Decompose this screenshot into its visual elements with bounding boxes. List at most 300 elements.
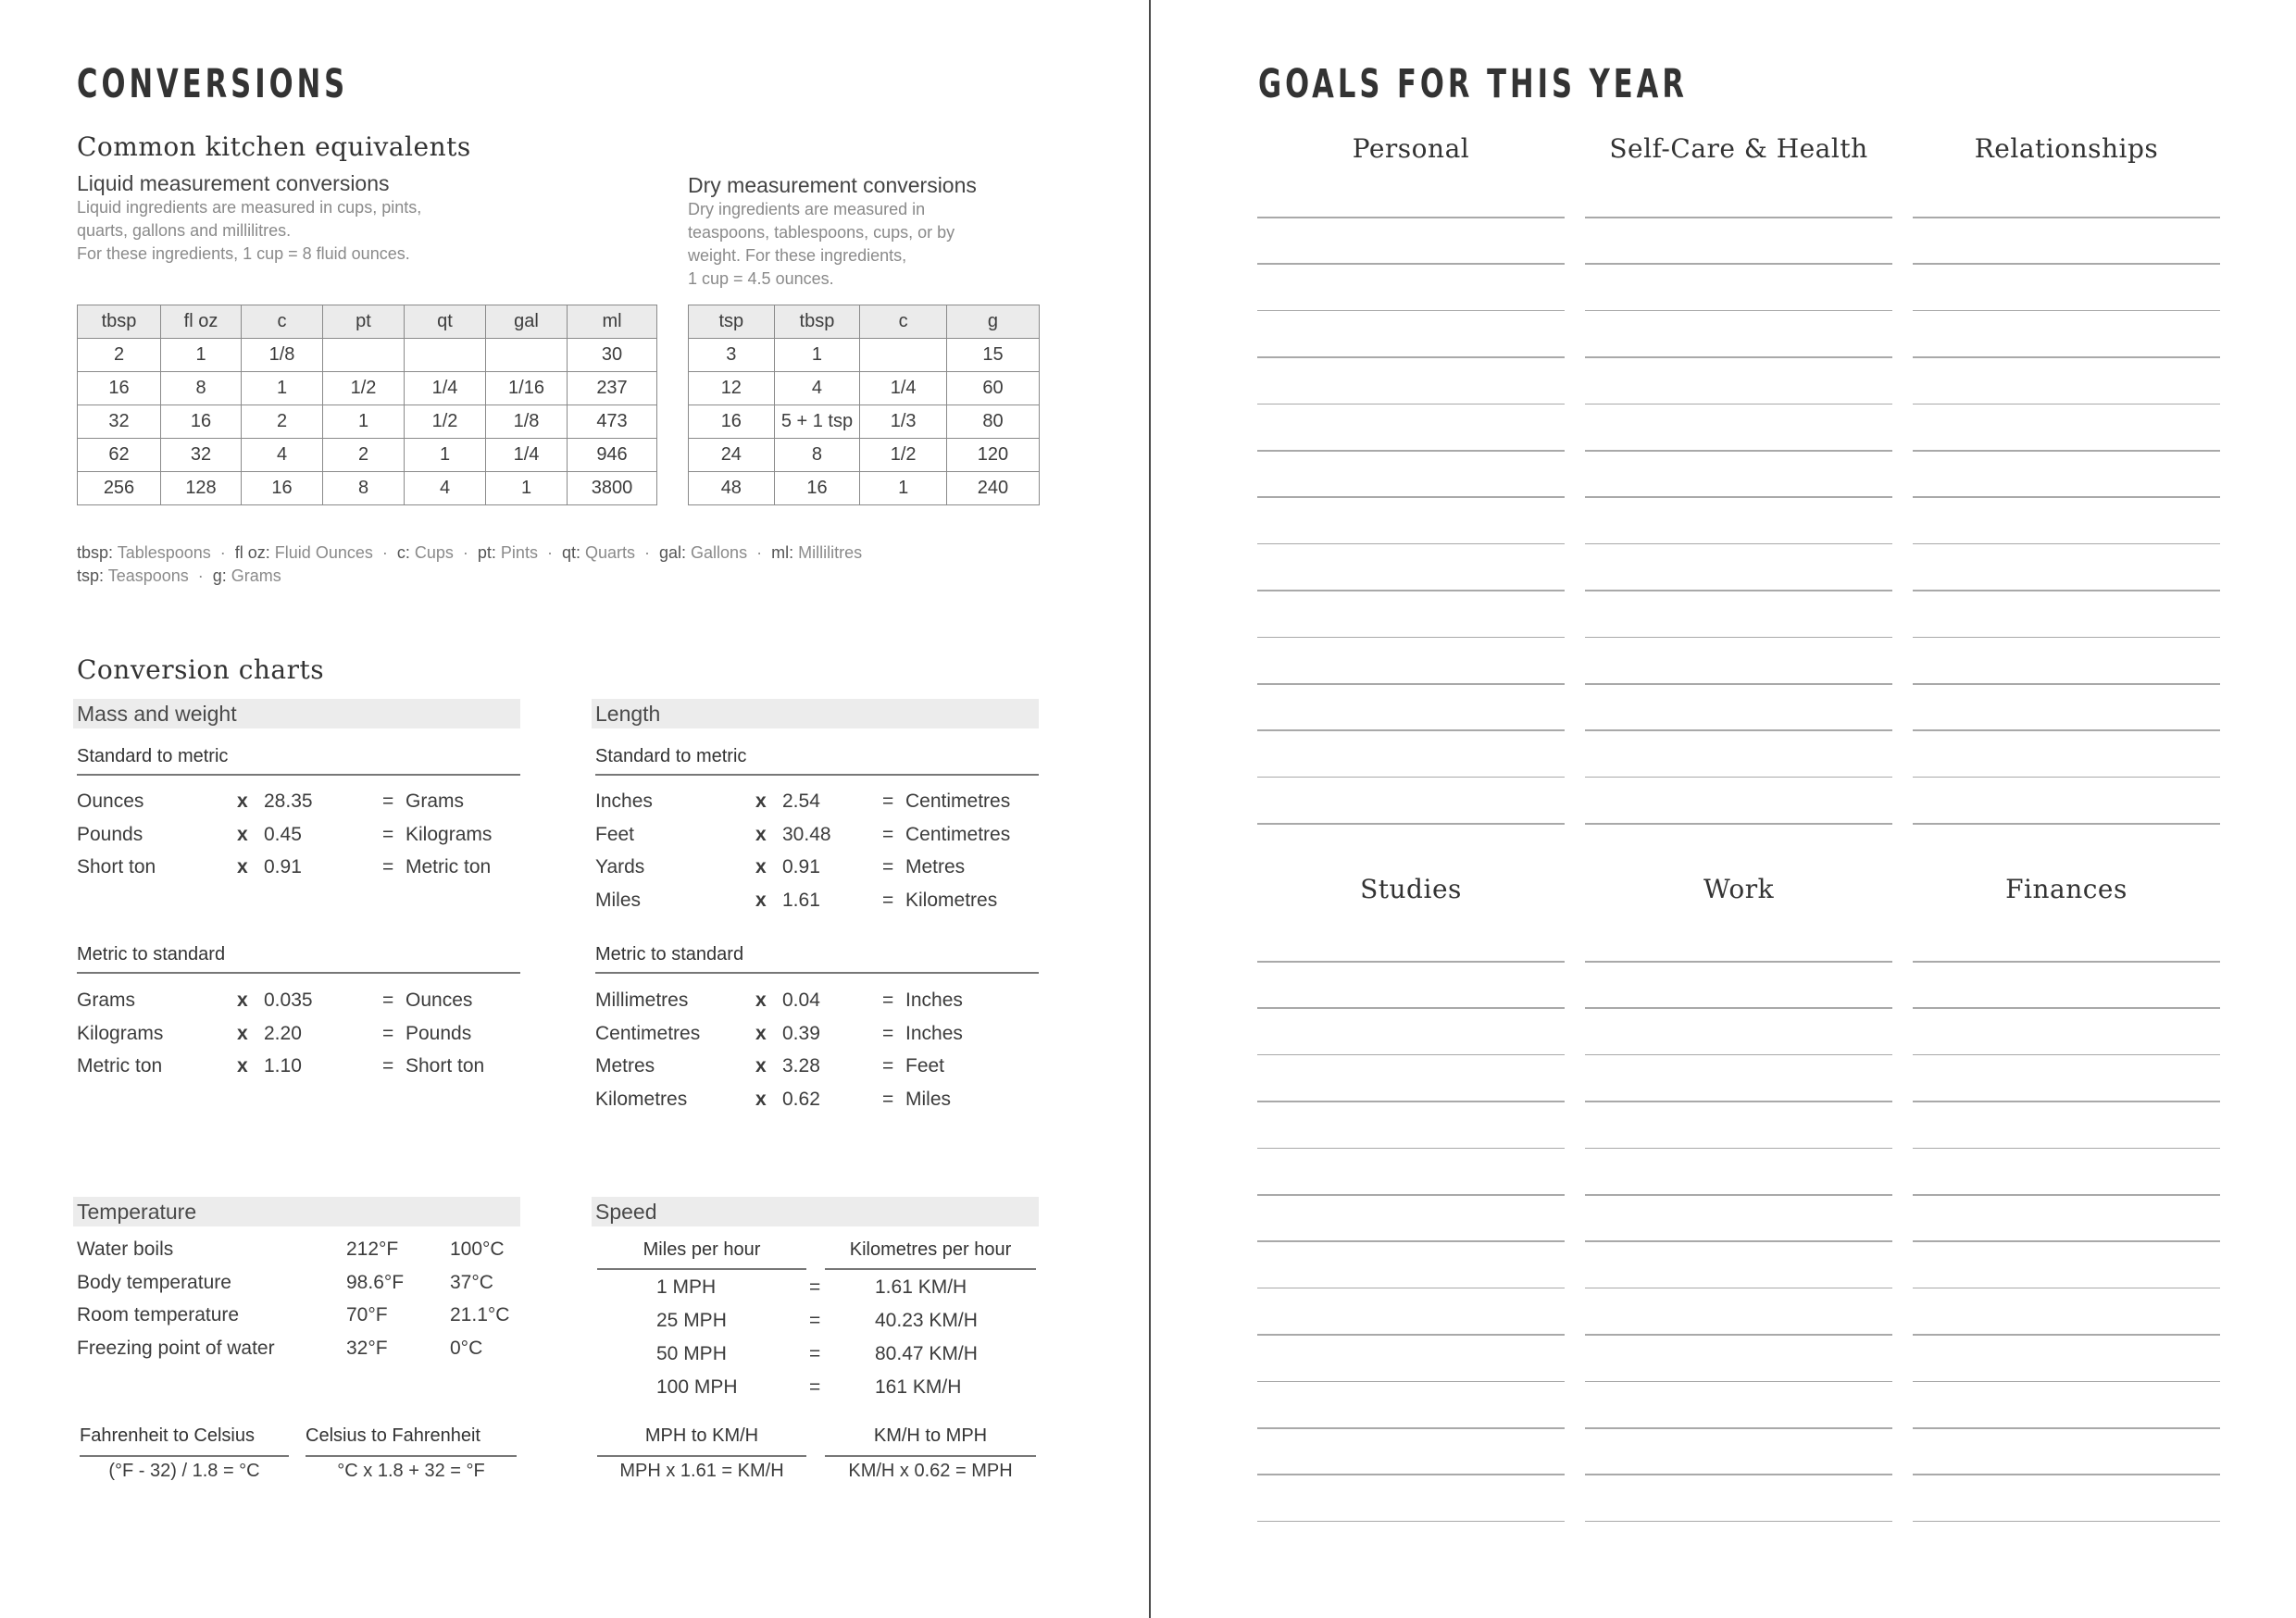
goal-line xyxy=(1585,1101,1892,1102)
goal-line xyxy=(1585,1474,1892,1475)
equals-sign: = xyxy=(809,1310,821,1331)
legend-full: Gallons xyxy=(686,543,748,562)
table-row xyxy=(78,339,657,372)
length-band: Length xyxy=(592,699,1039,728)
goal-line xyxy=(1257,404,1565,405)
page-title: CONVERSIONS xyxy=(77,61,349,107)
table-cell: 120 xyxy=(946,439,1039,472)
goal-line xyxy=(1257,1381,1565,1383)
divider xyxy=(825,1455,1036,1457)
goal-line xyxy=(1913,1101,2220,1102)
table-row xyxy=(78,405,657,439)
divider xyxy=(595,774,1039,776)
goal-line xyxy=(1913,1334,2220,1336)
unit-from: Miles xyxy=(595,889,642,911)
table-cell: 16 xyxy=(78,372,161,405)
table-row xyxy=(689,339,1040,372)
column-header: tbsp xyxy=(78,305,161,339)
unit-from: Pounds xyxy=(77,823,144,845)
goal-line xyxy=(1257,1334,1565,1336)
table-cell: 946 xyxy=(568,439,657,472)
table-cell: 12 xyxy=(689,372,775,405)
speed-band: Speed xyxy=(592,1197,1039,1226)
table-cell: 3 xyxy=(689,339,775,372)
dry-desc-line: 1 cup = 4.5 ounces. xyxy=(688,269,834,288)
table-row xyxy=(689,405,1040,439)
goal-line xyxy=(1585,637,1892,639)
goal-line xyxy=(1585,1334,1892,1336)
goal-line xyxy=(1585,450,1892,452)
legend-abbr: tbsp: xyxy=(77,543,114,562)
goal-line xyxy=(1585,961,1892,963)
unit-from: Kilometres xyxy=(595,1088,688,1110)
temperature-band: Temperature xyxy=(73,1197,520,1226)
goal-line xyxy=(1257,543,1565,545)
legend-separator: · xyxy=(546,543,553,562)
goal-line xyxy=(1257,263,1565,265)
fahrenheit-value: 70°F xyxy=(346,1304,388,1326)
kmh-value: 1.61 KM/H xyxy=(875,1276,967,1298)
kmh-to-mph-formula: KM/H x 0.62 = MPH xyxy=(848,1461,1013,1481)
table-header-row xyxy=(689,305,1040,339)
table-row xyxy=(78,372,657,405)
legend-full: Quarts xyxy=(580,543,635,562)
legend-abbr: tsp: xyxy=(77,566,105,585)
divider xyxy=(77,774,520,776)
table-cell: 1 xyxy=(486,472,568,505)
multiply-sign: x xyxy=(755,1055,767,1077)
equals-sign: = xyxy=(382,989,394,1011)
table-cell: 24 xyxy=(689,439,775,472)
table-cell: 473 xyxy=(568,405,657,439)
goal-line xyxy=(1257,590,1565,591)
unit-to: Miles xyxy=(905,1088,952,1110)
goal-line xyxy=(1257,217,1565,218)
goal-line xyxy=(1913,450,2220,452)
table-cell: 1/8 xyxy=(242,339,323,372)
equals-sign: = xyxy=(882,1022,894,1044)
factor: 3.28 xyxy=(782,1055,820,1077)
factor: 0.91 xyxy=(264,856,302,877)
goal-line xyxy=(1257,1521,1565,1523)
goal-category-personal: Personal xyxy=(1352,133,1470,164)
equals-sign: = xyxy=(882,823,894,845)
table-cell: 1 xyxy=(774,339,860,372)
goal-line xyxy=(1913,543,2220,545)
dry-desc-line: weight. For these ingredients, xyxy=(688,246,907,265)
unit-to: Pounds xyxy=(406,1022,472,1044)
table-cell: 1/16 xyxy=(486,372,568,405)
goal-line xyxy=(1913,1521,2220,1523)
celsius-value: 0°C xyxy=(450,1337,483,1359)
column-header: tbsp xyxy=(774,305,860,339)
goal-line xyxy=(1257,1288,1565,1289)
legend-full: Fluid Ounces xyxy=(269,543,373,562)
table-cell: 1/2 xyxy=(860,439,947,472)
unit-from: Metres xyxy=(595,1055,655,1077)
goal-category-finances: Finances xyxy=(2005,874,2128,904)
equals-sign: = xyxy=(382,1022,394,1044)
table-cell: 256 xyxy=(78,472,161,505)
unit-to: Short ton xyxy=(406,1055,485,1077)
table-cell: 1/3 xyxy=(860,405,947,439)
legend-abbr: c: xyxy=(396,543,410,562)
goal-line xyxy=(1257,777,1565,778)
legend-abbr: fl oz: xyxy=(234,543,270,562)
legend-full: Teaspoons xyxy=(104,566,189,585)
factor: 28.35 xyxy=(264,790,313,812)
mass-metric-to-std-heading: Metric to standard xyxy=(77,944,226,965)
factor: 0.39 xyxy=(782,1022,820,1044)
multiply-sign: x xyxy=(755,856,767,877)
table-cell: 62 xyxy=(78,439,161,472)
table-cell: 30 xyxy=(568,339,657,372)
factor: 2.20 xyxy=(264,1022,302,1044)
goal-line xyxy=(1913,263,2220,265)
abbreviation-legend xyxy=(77,566,281,586)
multiply-sign: x xyxy=(755,989,767,1011)
table-cell: 1/2 xyxy=(405,405,486,439)
goal-line xyxy=(1913,961,2220,963)
table-cell: 2 xyxy=(242,405,323,439)
legend-separator: · xyxy=(644,543,650,562)
dry-description xyxy=(688,198,1058,291)
dry-desc-line: Dry ingredients are measured in xyxy=(688,200,926,218)
goal-line xyxy=(1585,496,1892,498)
unit-to: Kilometres xyxy=(905,889,998,911)
goal-line xyxy=(1913,590,2220,591)
legend-full: Pints xyxy=(495,543,538,562)
legend-separator: · xyxy=(381,543,388,562)
goal-line xyxy=(1257,961,1565,963)
multiply-sign: x xyxy=(237,790,248,812)
goal-line xyxy=(1257,1054,1565,1056)
goal-line xyxy=(1585,404,1892,405)
divider xyxy=(825,1268,1036,1270)
mph-value: 100 MPH xyxy=(656,1376,738,1398)
goal-line xyxy=(1585,729,1892,731)
dry-desc-line: teaspoons, tablespoons, cups, or by xyxy=(688,223,955,242)
multiply-sign: x xyxy=(237,989,248,1011)
unit-from: Feet xyxy=(595,823,635,845)
table-cell: 128 xyxy=(161,472,242,505)
equals-sign: = xyxy=(882,989,894,1011)
table-cell: 80 xyxy=(946,405,1039,439)
mph-to-kmh-heading: MPH to KM/H xyxy=(644,1425,759,1446)
table-row xyxy=(689,439,1040,472)
factor: 1.61 xyxy=(782,889,820,911)
goal-category-work: Work xyxy=(1703,874,1775,904)
length-metric-to-std-heading: Metric to standard xyxy=(595,944,744,965)
goal-line xyxy=(1913,310,2220,312)
table-cell xyxy=(860,339,947,372)
goal-line xyxy=(1913,1288,2220,1289)
liquid-desc-line: Liquid ingredients are measured in cups, pints, xyxy=(77,198,422,217)
liquid-description xyxy=(77,196,595,266)
kmh-value: 80.47 KM/H xyxy=(875,1343,978,1364)
table-cell: 48 xyxy=(689,472,775,505)
equals-sign: = xyxy=(809,1343,821,1364)
divider xyxy=(306,1455,517,1457)
unit-from: Millimetres xyxy=(595,989,689,1011)
goal-line xyxy=(1585,1288,1892,1289)
equals-sign: = xyxy=(382,1055,394,1077)
legend-separator: · xyxy=(756,543,763,562)
table-cell: 1 xyxy=(161,339,242,372)
goal-line xyxy=(1913,683,2220,685)
goal-line xyxy=(1585,683,1892,685)
temperature-label: Body temperature xyxy=(77,1271,231,1293)
unit-to: Feet xyxy=(905,1055,945,1077)
goal-line xyxy=(1913,1194,2220,1196)
table-cell: 2 xyxy=(78,339,161,372)
column-header: ml xyxy=(568,305,657,339)
equals-sign: = xyxy=(809,1376,821,1398)
goal-line xyxy=(1585,356,1892,358)
equals-sign: = xyxy=(382,790,394,812)
goal-line xyxy=(1913,1427,2220,1429)
goal-line xyxy=(1913,729,2220,731)
goal-line xyxy=(1585,823,1892,825)
equals-sign: = xyxy=(882,1088,894,1110)
table-cell xyxy=(323,339,405,372)
table-cell: 8 xyxy=(161,372,242,405)
goal-line xyxy=(1585,310,1892,312)
legend-full: Grams xyxy=(226,566,281,585)
goal-line xyxy=(1257,1007,1565,1009)
divider xyxy=(597,1268,806,1270)
unit-from: Short ton xyxy=(77,856,156,877)
goal-line xyxy=(1913,637,2220,639)
legend-abbr: pt: xyxy=(477,543,496,562)
goal-line xyxy=(1585,1194,1892,1196)
goal-line xyxy=(1585,777,1892,778)
dry-conversion-table xyxy=(688,305,1040,505)
goal-category-studies: Studies xyxy=(1360,874,1462,904)
table-row xyxy=(689,372,1040,405)
mass-weight-band: Mass and weight xyxy=(73,699,520,728)
goal-line xyxy=(1257,310,1565,312)
unit-to: Metric ton xyxy=(406,856,492,877)
length-std-to-metric-heading: Standard to metric xyxy=(595,746,747,766)
table-row xyxy=(689,472,1040,505)
kmh-column-heading: Kilometres per hour xyxy=(849,1239,1012,1260)
unit-to: Kilograms xyxy=(406,823,493,845)
factor: 0.91 xyxy=(782,856,820,877)
goal-category-self-care-health: Self-Care & Health xyxy=(1609,133,1868,164)
table-header-row xyxy=(78,305,657,339)
celsius-value: 37°C xyxy=(450,1271,493,1293)
goal-line xyxy=(1913,356,2220,358)
unit-from: Inches xyxy=(595,790,653,812)
divider xyxy=(597,1455,806,1457)
table-cell: 1 xyxy=(405,439,486,472)
table-cell: 1 xyxy=(242,372,323,405)
goal-line xyxy=(1913,496,2220,498)
unit-to: Inches xyxy=(905,1022,963,1044)
table-cell: 237 xyxy=(568,372,657,405)
dry-heading: Dry measurement conversions xyxy=(688,173,977,197)
unit-from: Centimetres xyxy=(595,1022,701,1044)
liquid-desc-line: quarts, gallons and millilitres. xyxy=(77,221,292,240)
goal-line xyxy=(1257,1240,1565,1242)
table-cell xyxy=(405,339,486,372)
goal-line xyxy=(1257,683,1565,685)
table-cell: 8 xyxy=(323,472,405,505)
table-cell: 1/8 xyxy=(486,405,568,439)
goal-line xyxy=(1257,450,1565,452)
liquid-conversion-table xyxy=(77,305,657,505)
legend-separator: · xyxy=(219,543,226,562)
table-cell: 4 xyxy=(774,372,860,405)
table-cell: 4 xyxy=(405,472,486,505)
factor: 2.54 xyxy=(782,790,820,812)
column-header: qt xyxy=(405,305,486,339)
table-cell: 16 xyxy=(774,472,860,505)
multiply-sign: x xyxy=(755,889,767,911)
fahrenheit-value: 32°F xyxy=(346,1337,388,1359)
unit-to: Grams xyxy=(406,790,464,812)
goal-line xyxy=(1257,823,1565,825)
goal-line xyxy=(1913,1148,2220,1150)
goal-line xyxy=(1913,217,2220,218)
goal-line xyxy=(1585,263,1892,265)
goal-line xyxy=(1913,777,2220,778)
mph-value: 50 MPH xyxy=(656,1343,727,1364)
goal-line xyxy=(1913,1054,2220,1056)
factor: 30.48 xyxy=(782,823,831,845)
equals-sign: = xyxy=(382,823,394,845)
goal-line xyxy=(1257,1427,1565,1429)
goal-line xyxy=(1585,1521,1892,1523)
table-cell: 3800 xyxy=(568,472,657,505)
goal-line xyxy=(1257,729,1565,731)
goal-line xyxy=(1913,1381,2220,1383)
unit-to: Metres xyxy=(905,856,966,877)
unit-to: Centimetres xyxy=(905,823,1011,845)
goal-line xyxy=(1913,1240,2220,1242)
column-header: gal xyxy=(486,305,568,339)
goal-line xyxy=(1585,1148,1892,1150)
fahrenheit-value: 212°F xyxy=(346,1238,399,1260)
legend-full: Tablespoons xyxy=(113,543,211,562)
table-cell: 15 xyxy=(946,339,1039,372)
multiply-sign: x xyxy=(755,823,767,845)
table-cell: 240 xyxy=(946,472,1039,505)
table-cell: 16 xyxy=(161,405,242,439)
goal-line xyxy=(1257,496,1565,498)
table-cell: 4 xyxy=(242,439,323,472)
unit-to: Centimetres xyxy=(905,790,1011,812)
kitchen-equivalents-heading: Common kitchen equivalents xyxy=(77,131,471,162)
equals-sign: = xyxy=(882,889,894,911)
table-cell: 1/4 xyxy=(405,372,486,405)
table-cell: 16 xyxy=(689,405,775,439)
temperature-label: Freezing point of water xyxy=(77,1337,275,1359)
factor: 0.04 xyxy=(782,989,820,1011)
divider xyxy=(77,972,520,974)
multiply-sign: x xyxy=(237,823,248,845)
kmh-value: 161 KM/H xyxy=(875,1376,962,1398)
column-header: c xyxy=(860,305,947,339)
goal-line xyxy=(1913,1007,2220,1009)
goal-line xyxy=(1913,404,2220,405)
c-to-f-formula: °C x 1.8 + 32 = °F xyxy=(337,1461,485,1481)
table-cell: 60 xyxy=(946,372,1039,405)
table-cell: 1 xyxy=(323,405,405,439)
goal-line xyxy=(1585,217,1892,218)
goal-category-relationships: Relationships xyxy=(1974,133,2159,164)
goal-line xyxy=(1585,1054,1892,1056)
mass-std-to-metric-heading: Standard to metric xyxy=(77,746,229,766)
legend-full: Cups xyxy=(409,543,454,562)
goal-line xyxy=(1913,823,2220,825)
fahrenheit-value: 98.6°F xyxy=(346,1271,405,1293)
table-row xyxy=(78,472,657,505)
table-cell: 16 xyxy=(242,472,323,505)
goal-line xyxy=(1257,1194,1565,1196)
c-to-f-heading: Celsius to Fahrenheit xyxy=(306,1425,480,1446)
abbreviation-legend xyxy=(77,543,862,563)
column-header: tsp xyxy=(689,305,775,339)
goal-line xyxy=(1257,1474,1565,1475)
liquid-heading: Liquid measurement conversions xyxy=(77,171,390,195)
table-cell: 2 xyxy=(323,439,405,472)
table-cell: 1/2 xyxy=(323,372,405,405)
table-row xyxy=(78,439,657,472)
legend-abbr: qt: xyxy=(561,543,580,562)
factor: 0.035 xyxy=(264,989,313,1011)
column-header: c xyxy=(242,305,323,339)
table-cell: 1/4 xyxy=(486,439,568,472)
multiply-sign: x xyxy=(755,790,767,812)
multiply-sign: x xyxy=(237,1055,248,1077)
mph-value: 25 MPH xyxy=(656,1310,727,1331)
unit-from: Ounces xyxy=(77,790,144,812)
factor: 1.10 xyxy=(264,1055,302,1077)
multiply-sign: x xyxy=(755,1088,767,1110)
page-spine-divider xyxy=(1149,0,1151,1618)
legend-separator: · xyxy=(197,566,204,585)
equals-sign: = xyxy=(382,856,394,877)
equals-sign: = xyxy=(882,856,894,877)
table-cell: 5 + 1 tsp xyxy=(774,405,860,439)
factor: 0.45 xyxy=(264,823,302,845)
unit-to: Ounces xyxy=(406,989,473,1011)
mph-to-kmh-formula: MPH x 1.61 = KM/H xyxy=(619,1461,784,1481)
legend-abbr: g: xyxy=(212,566,227,585)
multiply-sign: x xyxy=(237,856,248,877)
temperature-label: Room temperature xyxy=(77,1304,240,1326)
conversion-charts-heading: Conversion charts xyxy=(77,654,325,685)
multiply-sign: x xyxy=(755,1022,767,1044)
column-header: fl oz xyxy=(161,305,242,339)
table-cell: 32 xyxy=(161,439,242,472)
unit-to: Inches xyxy=(905,989,963,1011)
divider xyxy=(80,1455,289,1457)
table-cell: 1 xyxy=(860,472,947,505)
goal-line xyxy=(1585,590,1892,591)
unit-from: Yards xyxy=(595,856,645,877)
goal-line xyxy=(1257,1101,1565,1102)
legend-separator: · xyxy=(462,543,468,562)
goals-page-title: GOALS FOR THIS YEAR xyxy=(1258,61,1688,107)
unit-from: Grams xyxy=(77,989,135,1011)
goal-line xyxy=(1257,637,1565,639)
unit-from: Kilograms xyxy=(77,1022,164,1044)
f-to-c-formula: (°F - 32) / 1.8 = °C xyxy=(108,1461,260,1481)
table-cell: 8 xyxy=(774,439,860,472)
